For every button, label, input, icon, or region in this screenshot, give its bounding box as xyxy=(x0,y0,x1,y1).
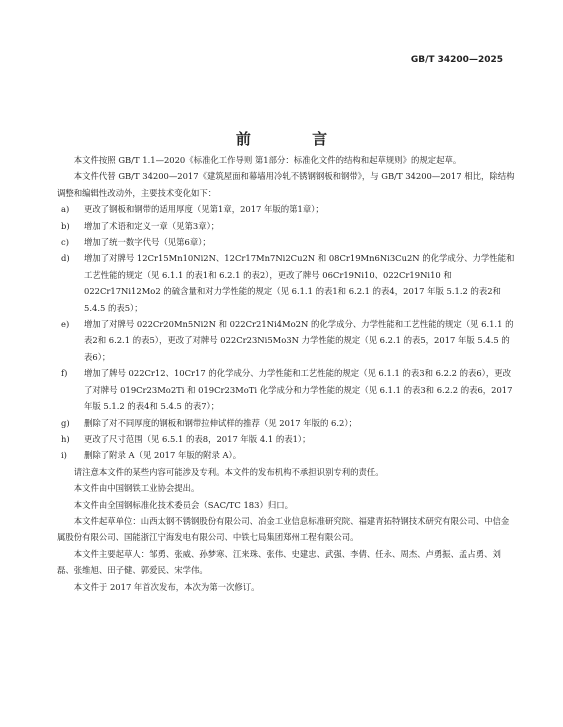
list-item-text: 增加了牌号 022Cr12、10Cr17 的化学成分、力学性能和工艺性能的规定（见 6.1.1 的表3和 6.2.2 的表6），更改了对牌号 019Cr23Mo2Ti 和 019Cr23MoTi 化学成分和力学性能的规定（见 6.1.1 的表3和 6.2.2 的表6，2017 年版 5.1.2 的表4和 5.4.5 的表7）； xyxy=(84,368,513,412)
list-marker: i) xyxy=(61,450,67,461)
page-title: 前 言 xyxy=(235,130,356,148)
paragraph: 本文件代替 GB/T 34200—2017《建筑屋面和幕墙用冷轧不锈钢钢板和钢带》，与 GB/T 34200—2017 相比，除结构调整和编辑性改动外，主要技术变化如下： xyxy=(57,171,515,198)
list-item xyxy=(57,365,517,414)
list-item xyxy=(57,431,517,447)
list-item xyxy=(57,447,517,463)
paragraph: 本文件按照 GB/T 1.1—2020《标准化工作导则 第1部分：标准化文件的结构和起草规则》的规定起草。 xyxy=(73,155,462,165)
list-item-text: 增加了术语和定义一章（见第3章）； xyxy=(84,220,220,231)
paragraph: 本文件由全国钢标准化技术委员会（SAC/TC 183）归口。 xyxy=(73,499,293,510)
list-marker: d) xyxy=(61,253,70,264)
list-marker: b) xyxy=(61,220,70,231)
paragraph: 本文件由中国钢铁工业协会提出。 xyxy=(73,483,200,494)
list-item xyxy=(57,201,517,217)
list-marker: e) xyxy=(61,319,70,330)
list-item xyxy=(57,234,517,250)
list-item xyxy=(57,250,517,316)
list-marker: g) xyxy=(61,417,70,428)
list-marker: f) xyxy=(61,368,68,379)
foreword-body xyxy=(57,152,517,595)
list-marker: a) xyxy=(61,204,70,215)
list-item-text: 删除了附录 A（见 2017 年版的附录 A）。 xyxy=(84,450,242,461)
list-item xyxy=(57,415,517,431)
list-marker: c) xyxy=(61,237,69,248)
list-item-text: 更改了尺寸范围（见 6.5.1 的表8，2017 年版 4.1 的表1）； xyxy=(84,433,311,444)
paragraph: 本文件于 2017 年首次发布，本次为第一次修订。 xyxy=(73,581,260,592)
paragraph: 请注意本文件的某些内容可能涉及专利。本文件的发布机构不承担识别专利的责任。 xyxy=(73,466,384,477)
technical-changes-list xyxy=(57,201,517,464)
list-item-text: 更改了钢板和钢带的适用厚度（见第1章，2017 年版的第1章）； xyxy=(84,204,324,215)
paragraph: 本文件主要起草人：邹勇、张威、孙梦寒、江来珠、张伟、史建忠、武强、李倩、任永、周杰、卢勇振、孟占勇、刘磊、张维旭、田子健、郭爱民、宋学伟。 xyxy=(57,548,501,576)
paragraph: 本文件起草单位：山西太钢不锈钢股份有限公司、冶金工业信息标准研究院、福建青拓特钢技术研究有限公司、中信金属股份有限公司、国能浙江宁海发电有限公司、中铁七局集团郑州工程有限公司。 xyxy=(57,515,510,543)
list-item-text: 增加了统一数字代号（见第6章）； xyxy=(84,237,211,248)
list-marker: h) xyxy=(61,433,70,444)
list-item-text: 删除了对不同厚度的钢板和钢带拉伸试样的推荐（见 2017 年版的 6.2）； xyxy=(84,417,357,428)
list-item-text: 增加了对牌号 022Cr20Mn5Ni2N 和 022Cr21Ni4Mo2N 的化学成分、力学性能和工艺性能的规定（见 6.1.1 的表2和 6.2.1 的表5），更改了对牌号 022Cr23Ni5Mo3N 力学性能的规定（见 6.2.1 的表5，2017 年版 5.4.5 的表6）； xyxy=(84,319,514,362)
list-item xyxy=(57,316,517,365)
list-item-text: 增加了对牌号 12Cr15Mn10Ni2N、12Cr17Mn7Ni2Cu2N 和 08Cr19Mn6Ni3Cu2N 的化学成分、力学性能和工艺性能的规定（见 6.1.1 的表1和 6.2.1 的表2），更改了牌号 06Cr19Ni10、022Cr19Ni10 和 022Cr17Ni12Mo2 的硫含量和对力学性能的规定（见 6.1.1 的表1和 6.2.1 的表4，2017 年版 5.1.2 的表2和 5.4.5 的表5）； xyxy=(84,253,515,313)
standard-code: GB/T 34200—2025 xyxy=(410,55,503,65)
list-item xyxy=(57,218,517,234)
